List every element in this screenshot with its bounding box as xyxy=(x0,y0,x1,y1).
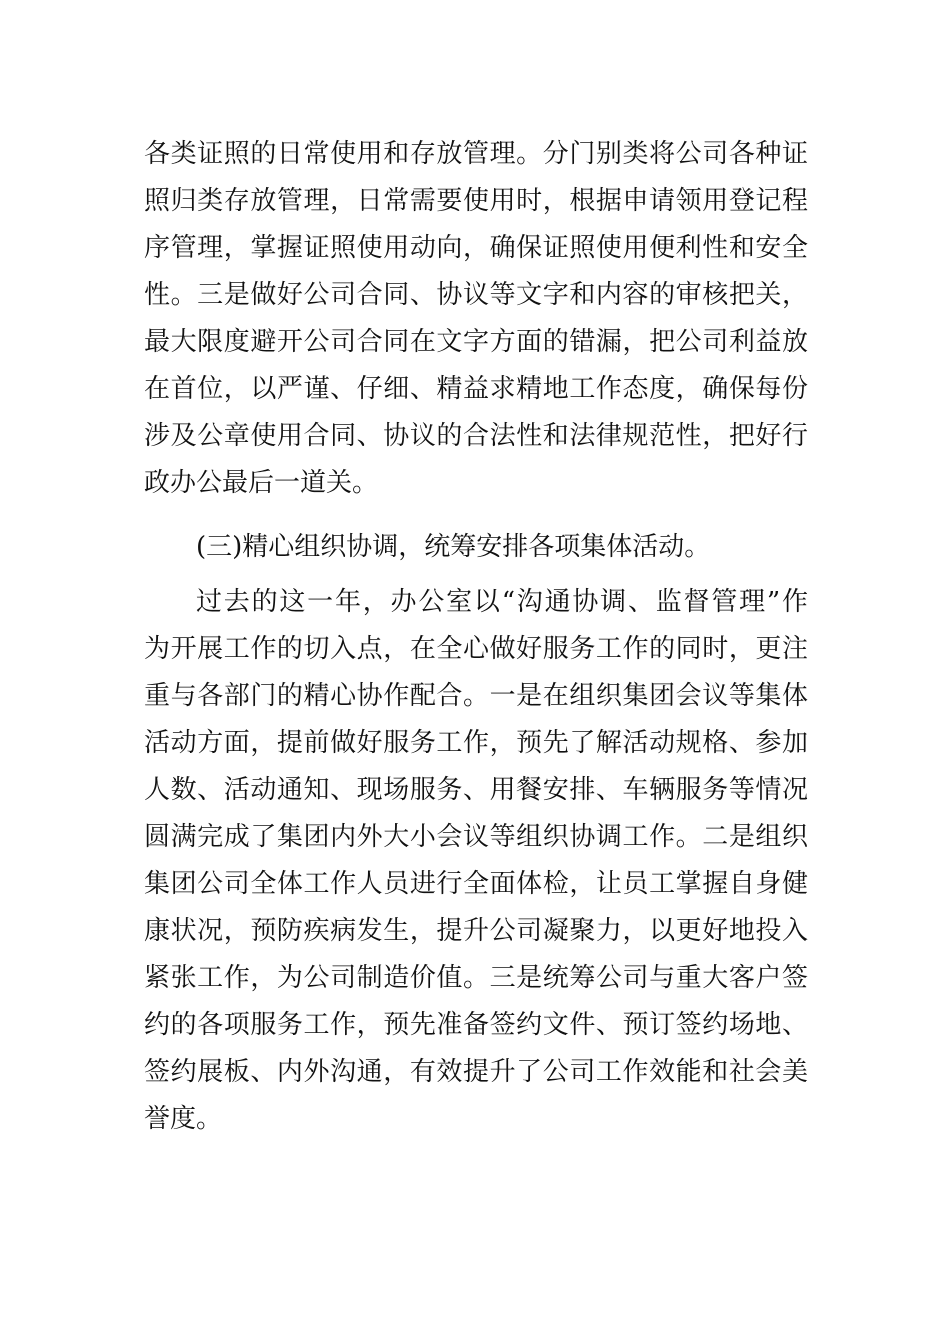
text-line-12: 重与各部门的精心协作配合。一是在组织集团会议等集体 xyxy=(144,681,808,711)
text-line-14: 人数、活动通知、现场服务、用餐安排、车辆服务等情况 xyxy=(144,775,808,805)
text-line-21: 誉度。 xyxy=(144,1104,223,1134)
section-heading: (三)精心组织协调，统筹安排各项集体活动。 xyxy=(196,532,711,562)
text-line-6: 在首位，以严谨、仔细、精益求精地工作态度，确保每份 xyxy=(144,374,808,404)
text-line-10: 过去的这一年，办公室以“沟通协调、监督管理”作 xyxy=(196,587,808,617)
text-line-4: 性。三是做好公司合同、协议等文字和内容的审核把关， xyxy=(144,280,808,310)
text-line-19: 约的各项服务工作，预先准备签约文件、预订签约场地、 xyxy=(144,1010,808,1040)
text-line-16: 集团公司全体工作人员进行全面体检，让员工掌握自身健 xyxy=(144,869,808,899)
text-line-18: 紧张工作，为公司制造价值。三是统筹公司与重大客户签 xyxy=(144,963,808,993)
text-line-17: 康状况，预防疾病发生，提升公司凝聚力，以更好地投入 xyxy=(144,916,808,946)
text-line-7: 涉及公章使用合同、协议的合法性和法律规范性，把好行 xyxy=(144,421,808,451)
text-line-2: 照归类存放管理，日常需要使用时，根据申请领用登记程 xyxy=(144,186,808,216)
text-line-13: 活动方面，提前做好服务工作，预先了解活动规格、参加 xyxy=(144,728,808,758)
text-line-15: 圆满完成了集团内外大小会议等组织协调工作。二是组织 xyxy=(144,822,808,852)
text-line-8: 政办公最后一道关。 xyxy=(144,468,379,498)
text-line-3: 序管理，掌握证照使用动向，确保证照使用便利性和安全 xyxy=(144,233,808,263)
text-line-1: 各类证照的日常使用和存放管理。分门别类将公司各种证 xyxy=(144,139,808,169)
text-line-5: 最大限度避开公司合同在文字方面的错漏，把公司利益放 xyxy=(144,327,808,357)
text-line-20: 签约展板、内外沟通，有效提升了公司工作效能和社会美 xyxy=(144,1057,808,1087)
text-line-11: 为开展工作的切入点，在全心做好服务工作的同时，更注 xyxy=(144,634,808,664)
